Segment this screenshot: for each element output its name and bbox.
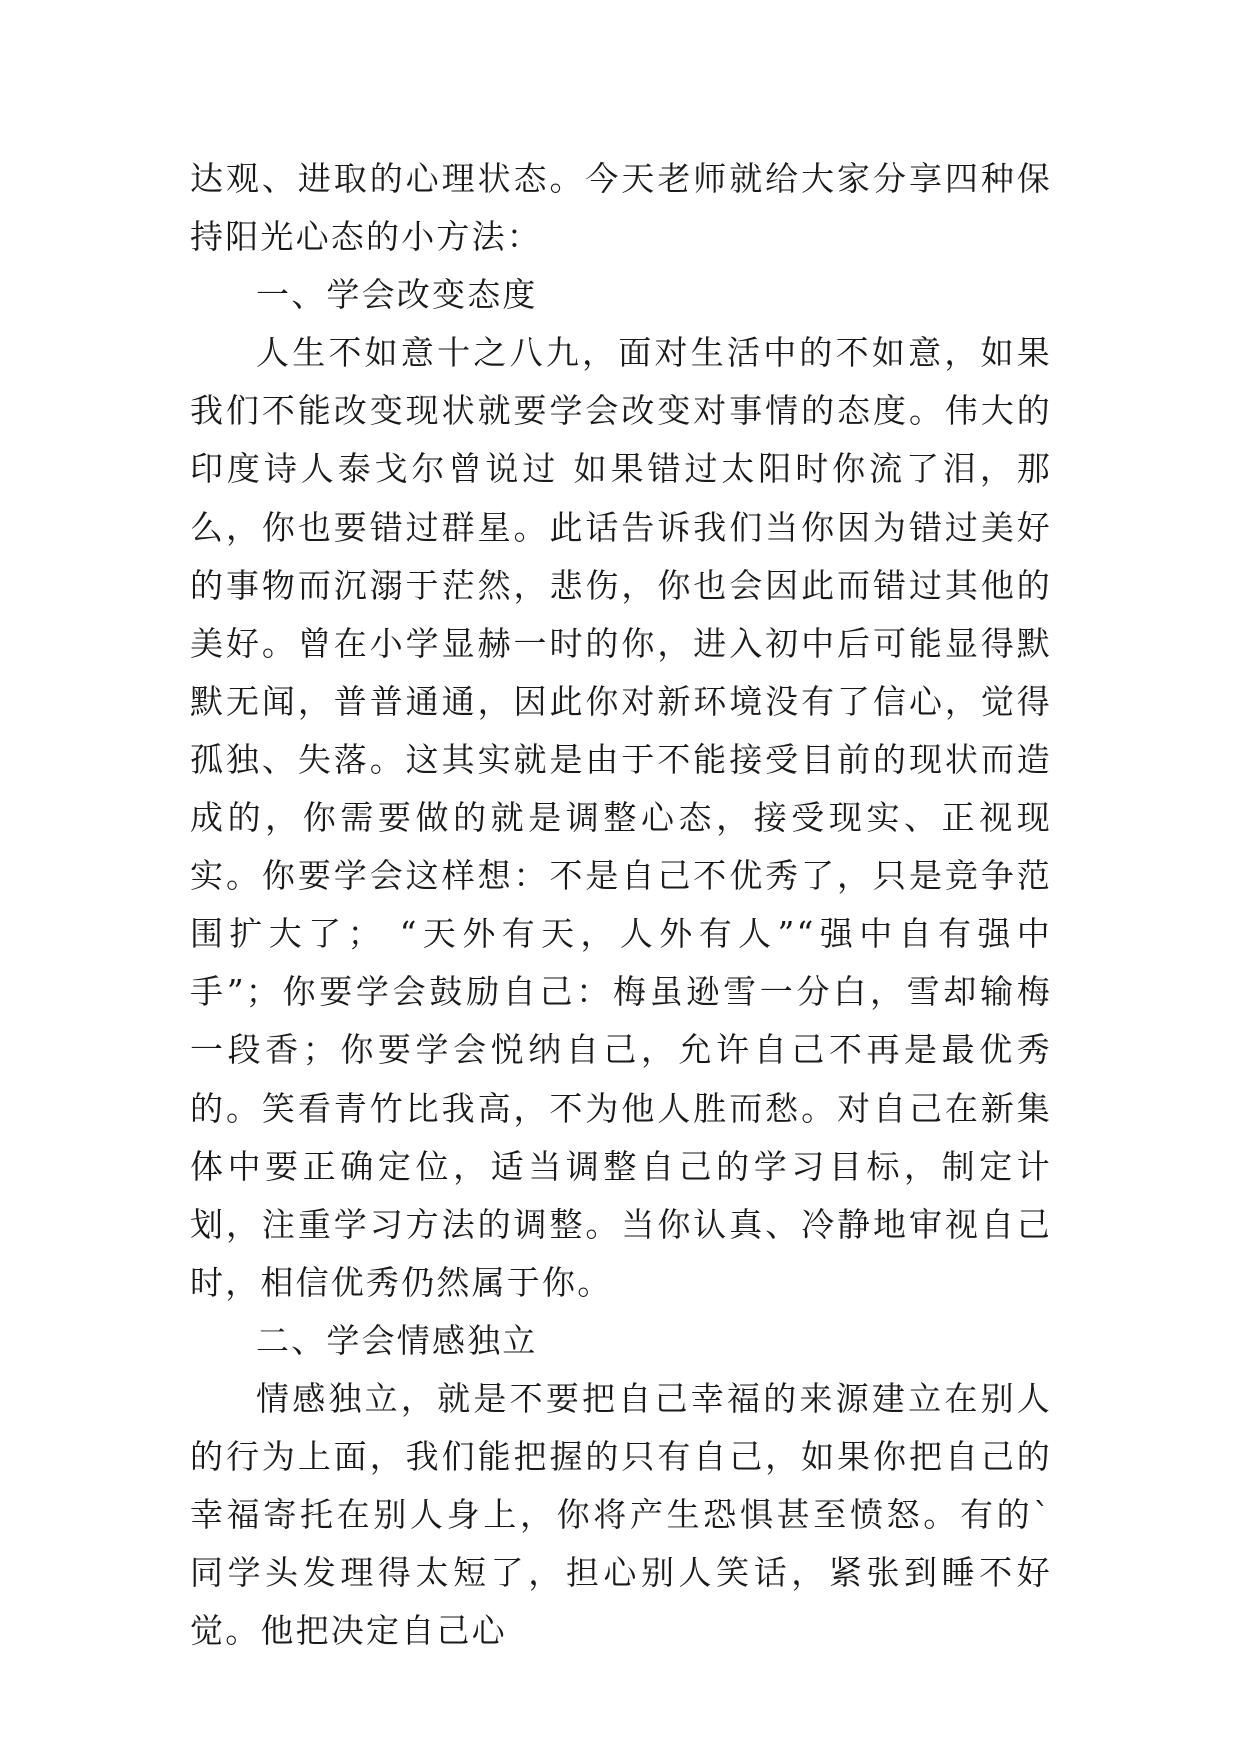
paragraph-emotional-independence: 情感独立，就是不要把自己幸福的来源建立在别人的行为上面，我们能把握的只有自己，如果你把自己的幸福寄托在别人身上，你将产生恐惧甚至愤怒。有的`同学头发理得太短了，担心别人笑话，紧张到睡不好觉。他把决定自己心 [190,1378,1052,1651]
paragraph-intro-continuation: 达观、进取的心理状态。今天老师就给大家分享四种保持阳光心态的小方法： [190,159,1052,257]
section-heading-change-attitude: 一、学会改变态度 [256,275,538,315]
paragraph-change-attitude: 人生不如意十之八九，面对生活中的不如意，如果我们不能改变现状就要学会改变对事情的态度。伟大的印度诗人泰戈尔曾说过 如果错过太阳时你流了泪，那么，你也要错过群星。此话告诉我们当你因为错过美好的事物而沉溺于茫然，悲伤，你也会因此而错过其他的美好。曾在小学显赫一时的你，进入初中后可能显得默默无闻，普普通通，因此你对新环境没有了信心，觉得孤独、失落。这其实就是由于不能接受目前的现状而造成的，你需要做的就是调整心态，接受现实、正视现实。你要学会这样想：不是自己不优秀了，只是竞争范围扩大了； “天外有天，人外有人”“强中自有强中手”；你要学会鼓励自己：梅虽逊雪一分白，雪却输梅一段香；你要学会悦纳自己，允许自己不再是最优秀的。笑看青竹比我高，不为他人胜而愁。对自己在新集体中要正确定位，适当调整自己的学习目标，制定计划，注重学习方法的调整。当你认真、冷静地审视自己时，相信优秀仍然属于你。 [190,333,1052,1302]
document-body [190,150,1052,1660]
section-heading-emotional-independence: 二、学会情感独立 [256,1320,538,1360]
